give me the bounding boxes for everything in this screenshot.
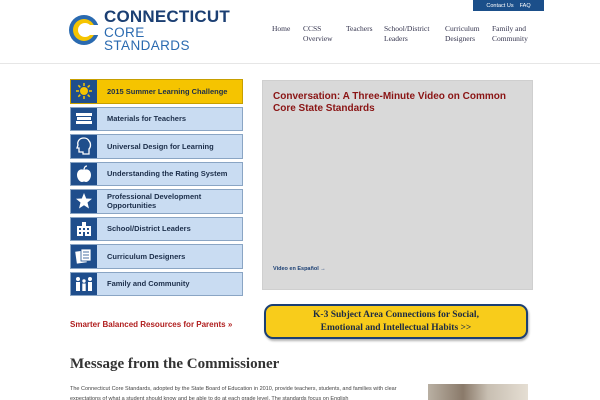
documents-icon (71, 245, 97, 268)
nav-label: Curriculum (445, 24, 480, 33)
nav-label: Overview (303, 34, 333, 44)
nav-label: Teachers (346, 24, 373, 33)
sidebar-item-label: Professional Development Opportunities (107, 192, 202, 211)
commissioner-photo (428, 384, 528, 400)
video-title: Conversation: A Three-Minute Video on Common Core State Standards (273, 91, 506, 114)
sidebar-item-label: Understanding the Rating System (107, 169, 228, 179)
nav-family-community[interactable] (486, 24, 532, 44)
sidebar-item-universal-design[interactable] (70, 134, 243, 159)
sidebar-item-school-district-leaders[interactable] (70, 217, 243, 242)
sidebar-item-summer-learning[interactable] (70, 79, 243, 104)
nav-label: Leaders (384, 34, 408, 44)
sidebar-item-rating-system[interactable] (70, 162, 243, 187)
sidebar-item-label: Materials for Teachers (107, 114, 187, 124)
utility-bar (473, 0, 544, 11)
logo-c-icon (68, 14, 100, 46)
sidebar-item-label: Curriculum Designers (107, 251, 186, 261)
nav-home[interactable] (266, 24, 297, 44)
sidebar-item-materials-teachers[interactable] (70, 107, 243, 132)
nav-label: Home (272, 24, 291, 33)
nav-label: CCSS (303, 24, 322, 33)
nav-ccss-overview[interactable] (297, 24, 340, 44)
main-nav (266, 24, 532, 44)
k3-line1: K-3 Subject Area Connections for Social, (313, 310, 479, 321)
nav-label: Family and (492, 24, 526, 33)
smarter-balanced-link[interactable]: Smarter Balanced Resources for Parents » (70, 320, 233, 329)
video-espanol-link[interactable]: Video en Español → (273, 266, 326, 272)
sidebar-item-family-community[interactable] (70, 272, 243, 297)
nav-curriculum-designers[interactable] (439, 24, 486, 44)
books-icon (71, 108, 97, 131)
sidebar-item-professional-development[interactable] (70, 189, 243, 214)
nav-school-district-leaders[interactable] (378, 24, 439, 44)
sidebar-menu (70, 79, 243, 299)
sidebar-item-label: 2015 Summer Learning Challenge (107, 86, 228, 96)
sidebar-item-label: School/District Leaders (107, 224, 191, 234)
sidebar-item-label: Family and Community (107, 279, 190, 289)
logo-title: CONNECTICUT (104, 6, 230, 26)
sidebar-item-curriculum-designers[interactable] (70, 244, 243, 269)
logo-subtitle: CORE STANDARDS (104, 24, 190, 53)
k3-line2: Emotional and Intellectual Habits >> (320, 322, 472, 333)
nav-teachers[interactable] (340, 24, 378, 44)
head-icon (71, 135, 97, 158)
sidebar-item-label: Universal Design for Learning (107, 141, 214, 151)
nav-label: Community (492, 34, 528, 44)
family-icon (71, 273, 97, 296)
video-player[interactable] (262, 80, 533, 290)
nav-label: Designers (445, 34, 475, 44)
commissioner-heading: Message from the Commissioner (70, 356, 280, 372)
site-logo[interactable] (68, 6, 230, 53)
apple-icon (71, 163, 97, 186)
contact-us-link[interactable]: Contact Us (486, 2, 514, 9)
k3-connections-button[interactable] (264, 304, 528, 339)
star-icon (71, 190, 97, 213)
school-icon (71, 218, 97, 241)
faq-link[interactable]: FAQ (519, 2, 531, 9)
commissioner-message-text: The Connecticut Core Standards, adopted by the State Board of Education in 2010, provide teachers, students, and families with clear expectations of what a student should know and be able to do at each grade level. The standards focus on English (70, 386, 397, 400)
header-divider (0, 63, 600, 64)
sun-icon (71, 80, 97, 103)
nav-label: School/District (384, 24, 430, 33)
